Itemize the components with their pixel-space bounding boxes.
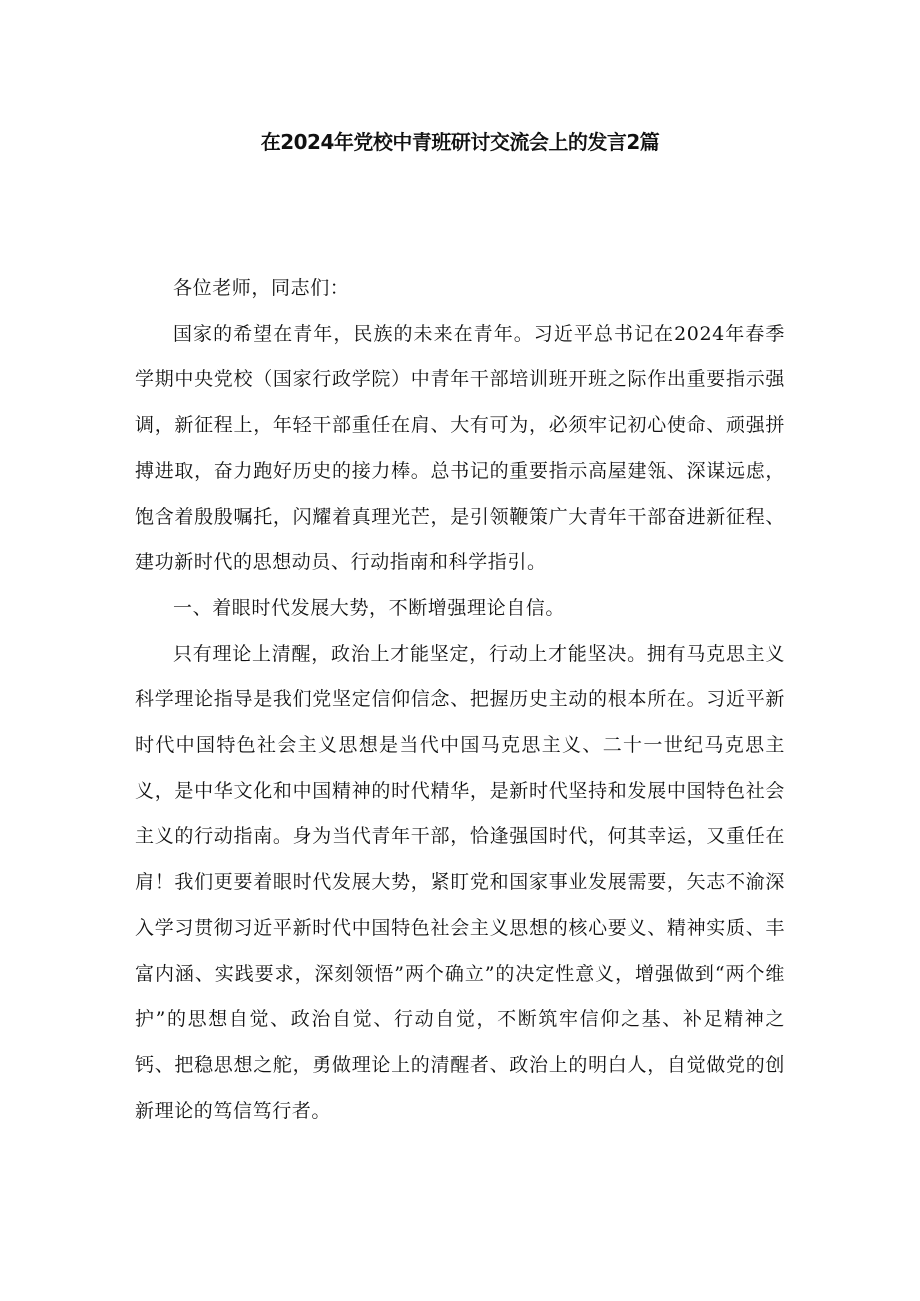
document-body (135, 266, 785, 1134)
section-body-paragraph: 只有理论上清醒，政治上才能坚定，行动上才能坚决。拥有马克思主义科学理论指导是我们党坚定信仰信念、把握历史主动的根本所在。习近平新时代中国特色社会主义思想是当代中国马克思主义、二十一世纪马克思主义，是中华文化和中国精神的时代精华，是新时代坚持和发展中国特色社会主义的行动指南。身为当代青年干部，恰逢强国时代，何其幸运，又重任在肩！我们更要着眼时代发展大势，紧盯党和国家事业发展需要，矢志不渝深入学习贯彻习近平新时代中国特色社会主义思想的核心要义、精神实质、丰富内涵、实践要求，深刻领悟”两个确立”的决定性意义，增强做到“两个维护”的思想自觉、政治自觉、行动自觉，不断筑牢信仰之基、补足精神之钙、把稳思想之舵，勇做理论上的清醒者、政治上的明白人，自觉做党的创新理论的笃信笃行者。 (135, 642, 785, 1122)
salutation-paragraph: 各位老师，同志们： (173, 277, 350, 299)
intro-paragraph: 国家的希望在青年，民族的未来在青年。习近平总书记在2024年春季学期中央党校（国家行政学院）中青年干部培训班开班之际作出重要指示强调，新征程上，年轻干部重任在肩、大有可为，必须牢记初心使命、顽强拼搏进取，奋力跑好历史的接力棒。总书记的重要指示高屋建瓴、深谋远虑，饱含着殷殷嘱托，闪耀着真理光芒，是引领鞭策广大青年干部奋进新征程、建功新时代的思想动员、行动指南和科学指引。 (135, 322, 785, 574)
document-title: 在2024年党校中青班研讨交流会上的发言2篇 (260, 130, 660, 154)
section-heading-paragraph: 一、着眼时代发展大势，不断增强理论自信。 (173, 596, 566, 619)
